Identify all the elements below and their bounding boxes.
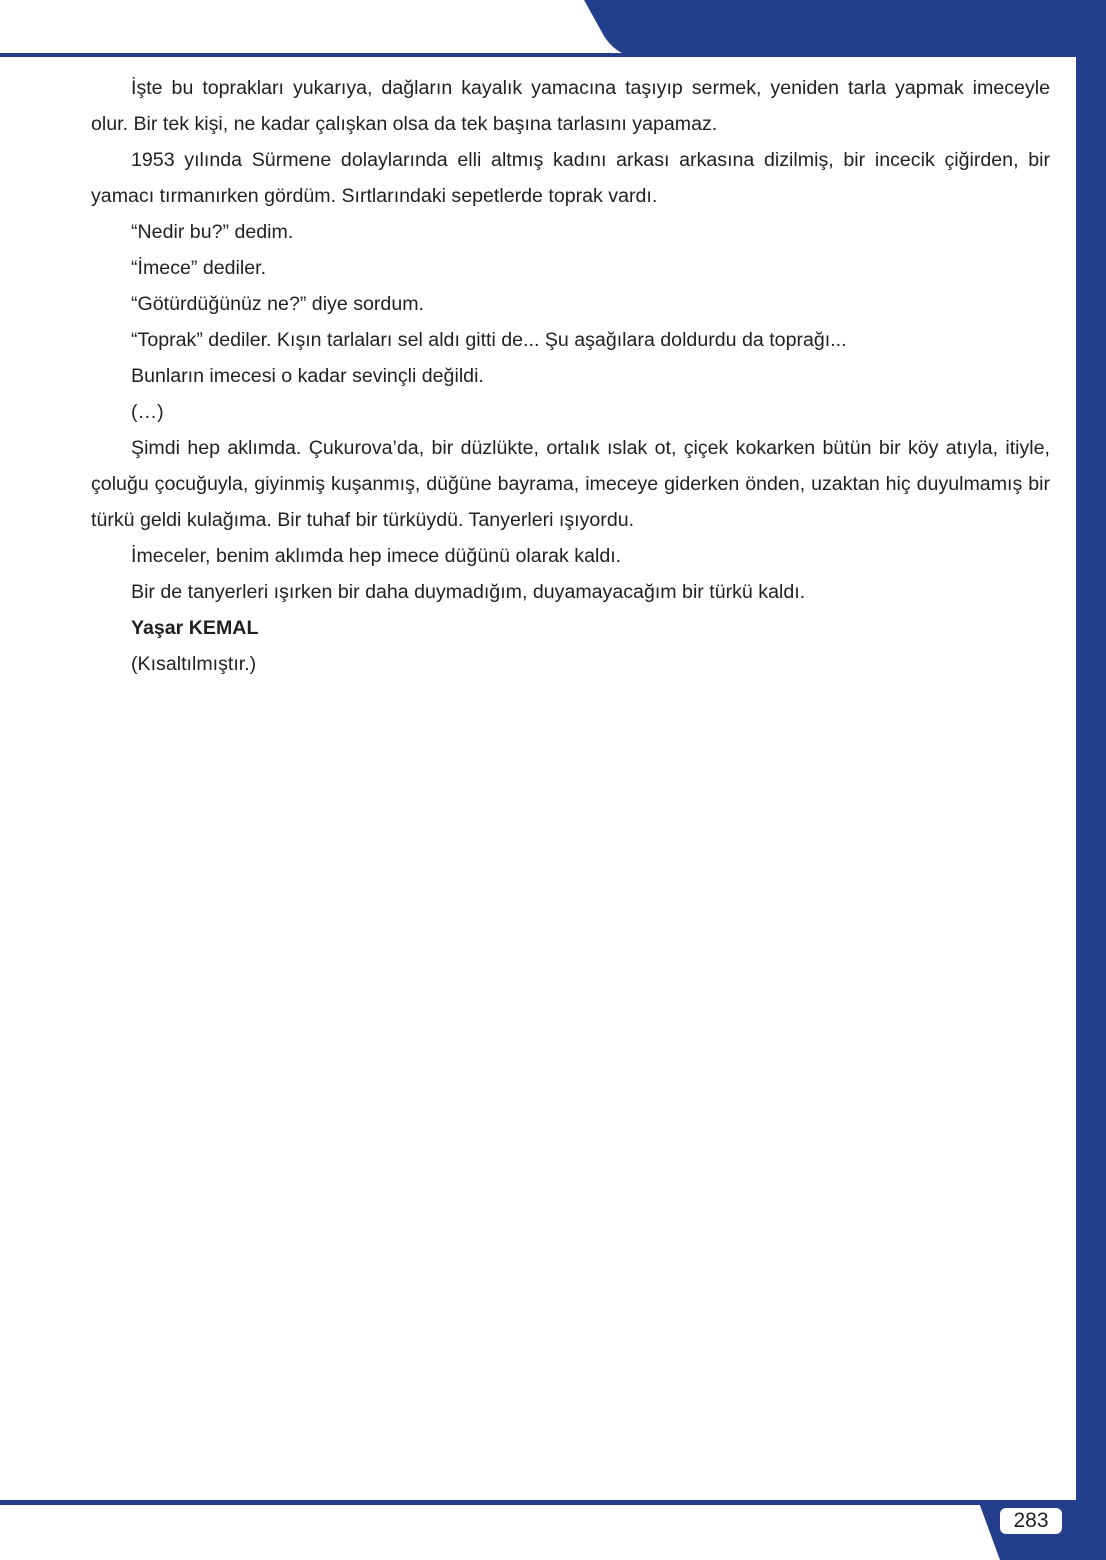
header-line [0,53,1106,57]
right-side-bar [1076,0,1106,1560]
text-block [91,70,1050,682]
paragraph-7: Bunların imecesi o kadar sevinçli değildi. [131,365,484,387]
author-name: Yaşar KEMAL [131,617,259,639]
page-number: 283 [1013,1509,1049,1532]
paragraph-2: 1953 yılında Sürmene dolaylarında elli altmış kadını arkası arkasına dizilmiş, bir incecik çiğirden, bir yamacı tırmanırken gördüm. Sırtlarındaki sepetlerde toprak vardı. [91,149,1050,207]
header-tab [584,0,1106,57]
paragraph-8: (…) [131,401,164,423]
paragraph-1: İşte bu toprakları yukarıya, dağların kayalık yamacına taşıyıp sermek, yeniden tarla yapmak imeceyle olur. Bir tek kişi, ne kadar çalışkan olsa da tek başına tarlasını yapamaz. [91,77,1050,135]
paragraph-3: “Nedir bu?” dedim. [131,221,294,243]
paragraph-5: “Götürdüğünüz ne?” diye sordum. [131,293,424,315]
paragraph-10: İmeceler, benim aklımda hep imece düğünü olarak kaldı. [131,545,622,567]
footer-line [0,1500,1106,1505]
paragraph-6: “Toprak” dediler. Kışın tarlaları sel aldı gitti de... Şu aşağılara doldurdu da toprağı... [131,329,847,351]
paragraph-9: Şimdi hep aklımda. Çukurova’da, bir düzlükte, ortalık ıslak ot, çiçek kokarken bütün bir köy atıyla, itiyle, çoluğu çocuğuyla, giyinmiş kuşanmış, düğüne bayrama, imeceye giderken önden, uzaktan hiç duyulmamış bir türkü geldi kulağıma. Bir tuhaf bir türküydü. Tanyerleri ışıyordu. [91,437,1050,531]
paragraph-4: “İmece” dediler. [131,257,267,279]
abridged-note: (Kısaltılmıştır.) [131,653,257,675]
paragraph-11: Bir de tanyerleri ışırken bir daha duymadığım, duyamayacağım bir türkü kaldı. [131,581,806,603]
